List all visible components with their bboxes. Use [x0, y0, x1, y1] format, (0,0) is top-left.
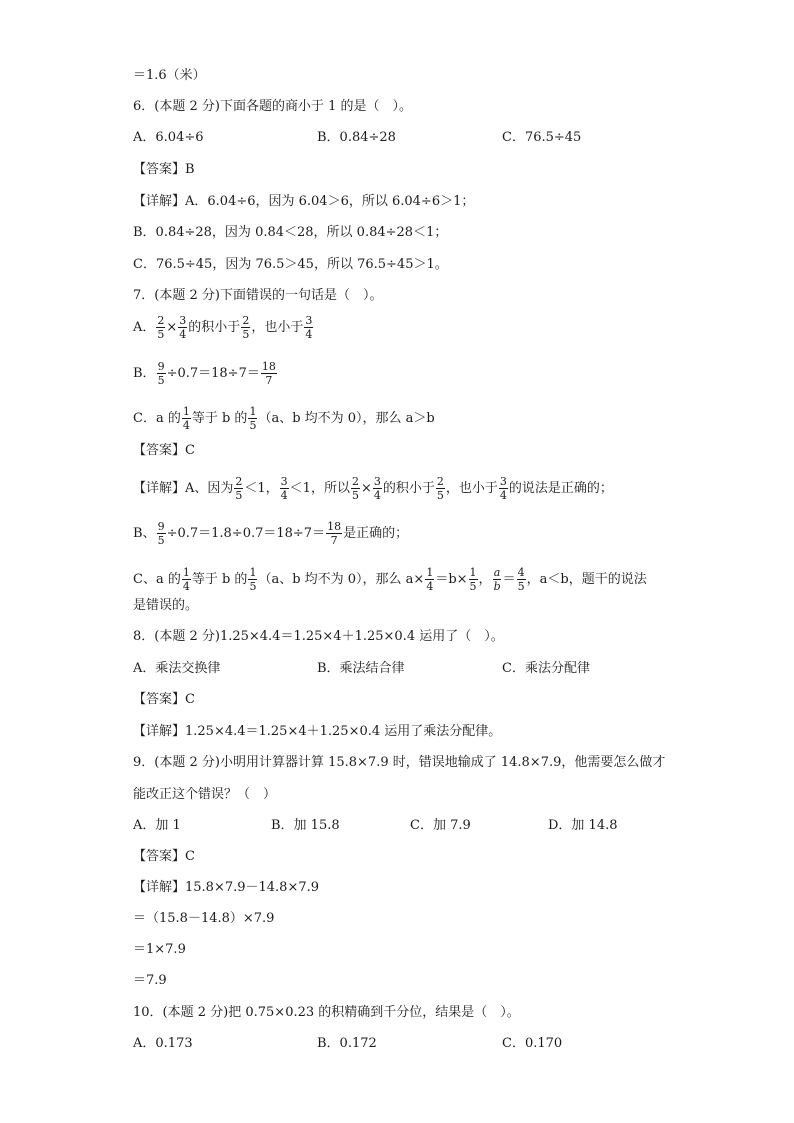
q7-explanation-line: 是错误的。	[133, 598, 199, 613]
q6-option-a: A．6.04÷6	[133, 130, 204, 145]
fraction: $\frac{1}{4}$	[182, 566, 190, 593]
q9-answer: 【答案】C	[133, 849, 195, 864]
fraction: $\frac{2}{5}$	[436, 475, 444, 502]
q6-explanation-line: C．76.5÷45，因为 76.5＞45，所以 76.5÷45＞1。	[133, 257, 448, 272]
q7-explanation-line: C、a 的 $\frac{1}{4}$ 等于 b 的 $\frac{1}{5}$ （a、b 均不为 0），那么 a× $\frac{1}{4}$ ＝b× $\frac{1}{5}$ ， $\frac{a}{b}$ ＝ $\frac{4}{5}$ ，a＜b，题干的说法	[133, 566, 647, 593]
q7-explanation-line: B、 $\frac{9}{5}$ ÷0.7＝1.8÷0.7＝18÷7＝ $\frac{18}{7}$ 是正确的；	[133, 520, 409, 547]
fraction: $\frac{2}{5}$	[235, 475, 243, 502]
fraction: $\frac{2}{5}$	[351, 475, 359, 502]
q8-explanation-line: 【详解】1.25×4.4＝1.25×4＋1.25×0.4 运用了乘法分配律。	[133, 724, 502, 739]
q10-option-a: A．0.173	[133, 1036, 193, 1051]
text-line: ＝1.6（米）	[133, 68, 206, 83]
question-9: 9．(本题 2 分)小明用计算器计算 15.8×7.9 时，错误地输成了 14.8×7.9，他需要怎么做才	[133, 755, 666, 770]
fraction: $\frac{9}{5}$	[157, 360, 165, 387]
q9-option-b: B．加 15.8	[271, 818, 340, 833]
q9-option-c: C．加 7.9	[410, 818, 471, 833]
q10-option-b: B．0.172	[317, 1036, 377, 1051]
q7-option-b: B． $\frac{9}{5}$ ÷0.7＝18÷7＝ $\frac{18}{7}$	[133, 360, 276, 387]
fraction: $\frac{1}{5}$	[249, 566, 257, 593]
q7-answer: 【答案】C	[133, 443, 195, 458]
q9-explanation-line: ＝（15.8－14.8）×7.9	[133, 911, 275, 926]
fraction: $\frac{3}{4}$	[280, 475, 288, 502]
q8-option-c: C．乘法分配律	[502, 661, 590, 676]
fraction: $\frac{18}{7}$	[327, 520, 342, 547]
question-9-continued: 能改正这个错误？（ ）	[133, 787, 277, 802]
fraction: $\frac{3}{4}$	[499, 475, 507, 502]
fraction: $\frac{3}{4}$	[373, 475, 381, 502]
q6-option-c: C．76.5÷45	[502, 130, 582, 145]
q9-explanation-line: ＝7.9	[133, 973, 167, 988]
q8-answer: 【答案】C	[133, 692, 195, 707]
fraction: $\frac{9}{5}$	[157, 520, 165, 547]
q6-answer: 【答案】B	[133, 162, 195, 177]
fraction: $\frac{2}{5}$	[157, 314, 165, 341]
fraction: $\frac{18}{7}$	[261, 360, 276, 387]
question-10: 10．(本题 2 分)把 0.75×0.23 的积精确到千分位，结果是（ ）。	[133, 1005, 520, 1020]
q10-option-c: C．0.170	[502, 1036, 563, 1051]
fraction: $\frac{1}{5}$	[249, 405, 257, 432]
question-7: 7．(本题 2 分)下面错误的一句话是（ ）。	[133, 288, 383, 303]
q6-option-b: B．0.84÷28	[317, 130, 396, 145]
question-6: 6．(本题 2 分)下面各题的商小于 1 的是（ ）。	[133, 99, 412, 114]
question-8: 8．(本题 2 分)1.25×4.4＝1.25×4＋1.25×0.4 运用了（ ）。	[133, 629, 504, 644]
q9-option-a: A．加 1	[133, 818, 181, 833]
fraction: $\frac{3}{4}$	[305, 314, 313, 341]
q9-explanation-line: ＝1×7.9	[133, 942, 186, 957]
q7-option-a: A． $\frac{2}{5}$ × $\frac{3}{4}$ 的积小于 $\frac{2}{5}$ ，也小于 $\frac{3}{4}$	[133, 314, 313, 341]
q9-option-d: D．加 14.8	[548, 818, 618, 833]
q7-option-c: C．a 的 $\frac{1}{4}$ 等于 b 的 $\frac{1}{5}$ （a、b 均不为 0），那么 a＞b	[133, 405, 435, 432]
q8-option-b: B．乘法结合律	[317, 661, 405, 676]
q6-explanation-line: B．0.84÷28，因为 0.84＜28，所以 0.84÷28＜1；	[133, 225, 448, 240]
q7-explanation-line: 【详解】A、因为 $\frac{2}{5}$ ＜1， $\frac{3}{4}$ ＜1，所以 $\frac{2}{5}$ × $\frac{3}{4}$ 的积小于 $\frac{2}{5}$ ，也小于 $\frac{3}{4}$ 的说法是正确的；	[133, 475, 613, 502]
fraction: $\frac{3}{4}$	[179, 314, 187, 341]
q6-explanation-line: 【详解】A．6.04÷6，因为 6.04＞6，所以 6.04÷6＞1；	[133, 194, 475, 209]
fraction: $\frac{a}{b}$	[493, 566, 501, 593]
fraction: $\frac{1}{4}$	[182, 405, 190, 432]
q9-explanation-line: 【详解】15.8×7.9－14.8×7.9	[133, 880, 320, 895]
fraction: $\frac{1}{4}$	[426, 566, 434, 593]
fraction: $\frac{1}{5}$	[469, 566, 477, 593]
fraction: $\frac{2}{5}$	[242, 314, 250, 341]
q8-option-a: A．乘法交换律	[133, 661, 221, 676]
fraction: $\frac{4}{5}$	[517, 566, 525, 593]
